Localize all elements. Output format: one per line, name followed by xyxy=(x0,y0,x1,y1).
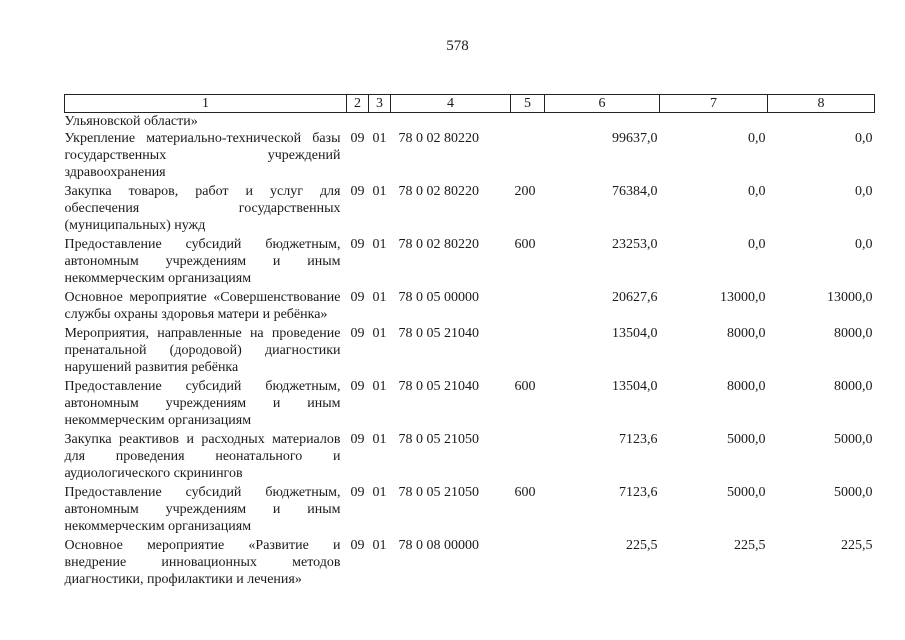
header-cell: 5 xyxy=(511,95,545,113)
row-amount-col6: 225,5 xyxy=(626,538,658,553)
row-target-code: 78 0 08 00000 xyxy=(398,538,479,553)
row-amount-col6: 20627,6 xyxy=(612,290,658,305)
row-section: 09 xyxy=(350,432,365,447)
row-name: Мероприятия, направленные на проведение пренатальной (дородовой) диагностики нарушений развития ребёнка xyxy=(64,326,341,375)
row-expense-type xyxy=(511,537,545,590)
row-name: Закупка реактивов и расходных материалов для проведения неонатального и аудиологического скринингов xyxy=(64,432,341,481)
header-cell: 2 xyxy=(347,95,369,113)
row-section: 09 xyxy=(350,379,365,394)
row-expense-type xyxy=(511,431,545,484)
row-target-code: 78 0 02 80220 xyxy=(398,131,479,146)
row-expense-type: 600 xyxy=(514,485,536,500)
row-expense-type: 200 xyxy=(514,184,536,199)
row-subsection: 01 xyxy=(372,485,387,500)
row-amount-col7: 225,5 xyxy=(734,538,766,553)
header-cell: 3 xyxy=(369,95,391,113)
table-row xyxy=(65,484,875,537)
row-amount-col7: 0,0 xyxy=(748,184,766,199)
header-cell: 7 xyxy=(660,95,768,113)
row-amount-col8: 8000,0 xyxy=(834,379,873,394)
row-amount-col8: 225,5 xyxy=(841,538,873,553)
row-amount-col7: 5000,0 xyxy=(727,432,766,447)
row-name: Основное мероприятие «Совершенствование службы охраны здоровья матери и ребёнка» xyxy=(64,290,341,322)
continuation-row xyxy=(65,113,875,131)
row-amount-col6: 7123,6 xyxy=(619,432,658,447)
header-cell: 8 xyxy=(768,95,875,113)
row-subsection: 01 xyxy=(372,326,387,341)
table-row xyxy=(65,289,875,325)
row-amount-col8: 0,0 xyxy=(855,184,873,199)
budget-table xyxy=(64,94,875,590)
row-subsection: 01 xyxy=(372,432,387,447)
row-subsection: 01 xyxy=(372,290,387,305)
row-amount-col7: 5000,0 xyxy=(727,485,766,500)
row-amount-col6: 99637,0 xyxy=(612,131,658,146)
row-amount-col7: 8000,0 xyxy=(727,379,766,394)
row-expense-type xyxy=(511,325,545,378)
table-row xyxy=(65,236,875,289)
row-amount-col6: 76384,0 xyxy=(612,184,658,199)
header-cell: 4 xyxy=(391,95,511,113)
row-amount-col7: 8000,0 xyxy=(727,326,766,341)
row-amount-col8: 5000,0 xyxy=(834,485,873,500)
row-section: 09 xyxy=(350,538,365,553)
row-section: 09 xyxy=(350,326,365,341)
row-amount-col6: 13504,0 xyxy=(612,326,658,341)
row-subsection: 01 xyxy=(372,184,387,199)
row-name: Закупка товаров, работ и услуг для обеспечения государственных (муниципальных) нужд xyxy=(64,184,341,233)
row-subsection: 01 xyxy=(372,379,387,394)
row-amount-col8: 13000,0 xyxy=(827,290,873,305)
row-name: Предоставление субсидий бюджетным, автономным учреждениям и иным некоммерческим организациям xyxy=(64,379,341,428)
row-amount-col8: 5000,0 xyxy=(834,432,873,447)
row-target-code: 78 0 05 21040 xyxy=(398,379,479,394)
table-body xyxy=(65,113,875,591)
row-amount-col6: 13504,0 xyxy=(612,379,658,394)
table-row xyxy=(65,537,875,590)
row-section: 09 xyxy=(350,237,365,252)
row-name: Укрепление материально-технической базы государственных учреждений здравоохранения xyxy=(64,131,341,180)
row-name: Предоставление субсидий бюджетным, автономным учреждениям и иным некоммерческим организациям xyxy=(64,485,341,534)
table-row xyxy=(65,378,875,431)
page-number: 578 xyxy=(446,38,469,54)
continuation-text: Ульяновской области» xyxy=(64,114,198,129)
row-section: 09 xyxy=(350,290,365,305)
row-amount-col6: 23253,0 xyxy=(612,237,658,252)
table-row xyxy=(65,130,875,183)
row-target-code: 78 0 05 00000 xyxy=(398,290,479,305)
row-subsection: 01 xyxy=(372,237,387,252)
row-target-code: 78 0 02 80220 xyxy=(398,237,479,252)
table-row xyxy=(65,431,875,484)
row-section: 09 xyxy=(350,184,365,199)
row-target-code: 78 0 05 21040 xyxy=(398,326,479,341)
row-expense-type xyxy=(511,289,545,325)
row-amount-col8: 8000,0 xyxy=(834,326,873,341)
row-name: Основное мероприятие «Развитие и внедрение инновационных методов диагностики, профилактики и лечения» xyxy=(64,538,341,587)
row-amount-col8: 0,0 xyxy=(855,131,873,146)
table-header-row xyxy=(65,95,875,113)
row-amount-col7: 0,0 xyxy=(748,237,766,252)
row-section: 09 xyxy=(350,485,365,500)
header-cell: 6 xyxy=(545,95,660,113)
row-target-code: 78 0 05 21050 xyxy=(398,432,479,447)
row-amount-col8: 0,0 xyxy=(855,237,873,252)
row-target-code: 78 0 05 21050 xyxy=(398,485,479,500)
header-cell: 1 xyxy=(65,95,347,113)
row-expense-type: 600 xyxy=(514,379,536,394)
row-expense-type xyxy=(511,130,545,183)
table-row xyxy=(65,325,875,378)
row-section: 09 xyxy=(350,131,365,146)
row-name: Предоставление субсидий бюджетным, автономным учреждениям и иным некоммерческим организациям xyxy=(64,237,341,286)
row-subsection: 01 xyxy=(372,131,387,146)
row-target-code: 78 0 02 80220 xyxy=(398,184,479,199)
table-row xyxy=(65,183,875,236)
row-subsection: 01 xyxy=(372,538,387,553)
row-amount-col7: 13000,0 xyxy=(720,290,766,305)
row-amount-col6: 7123,6 xyxy=(619,485,658,500)
row-expense-type: 600 xyxy=(514,237,536,252)
row-amount-col7: 0,0 xyxy=(748,131,766,146)
